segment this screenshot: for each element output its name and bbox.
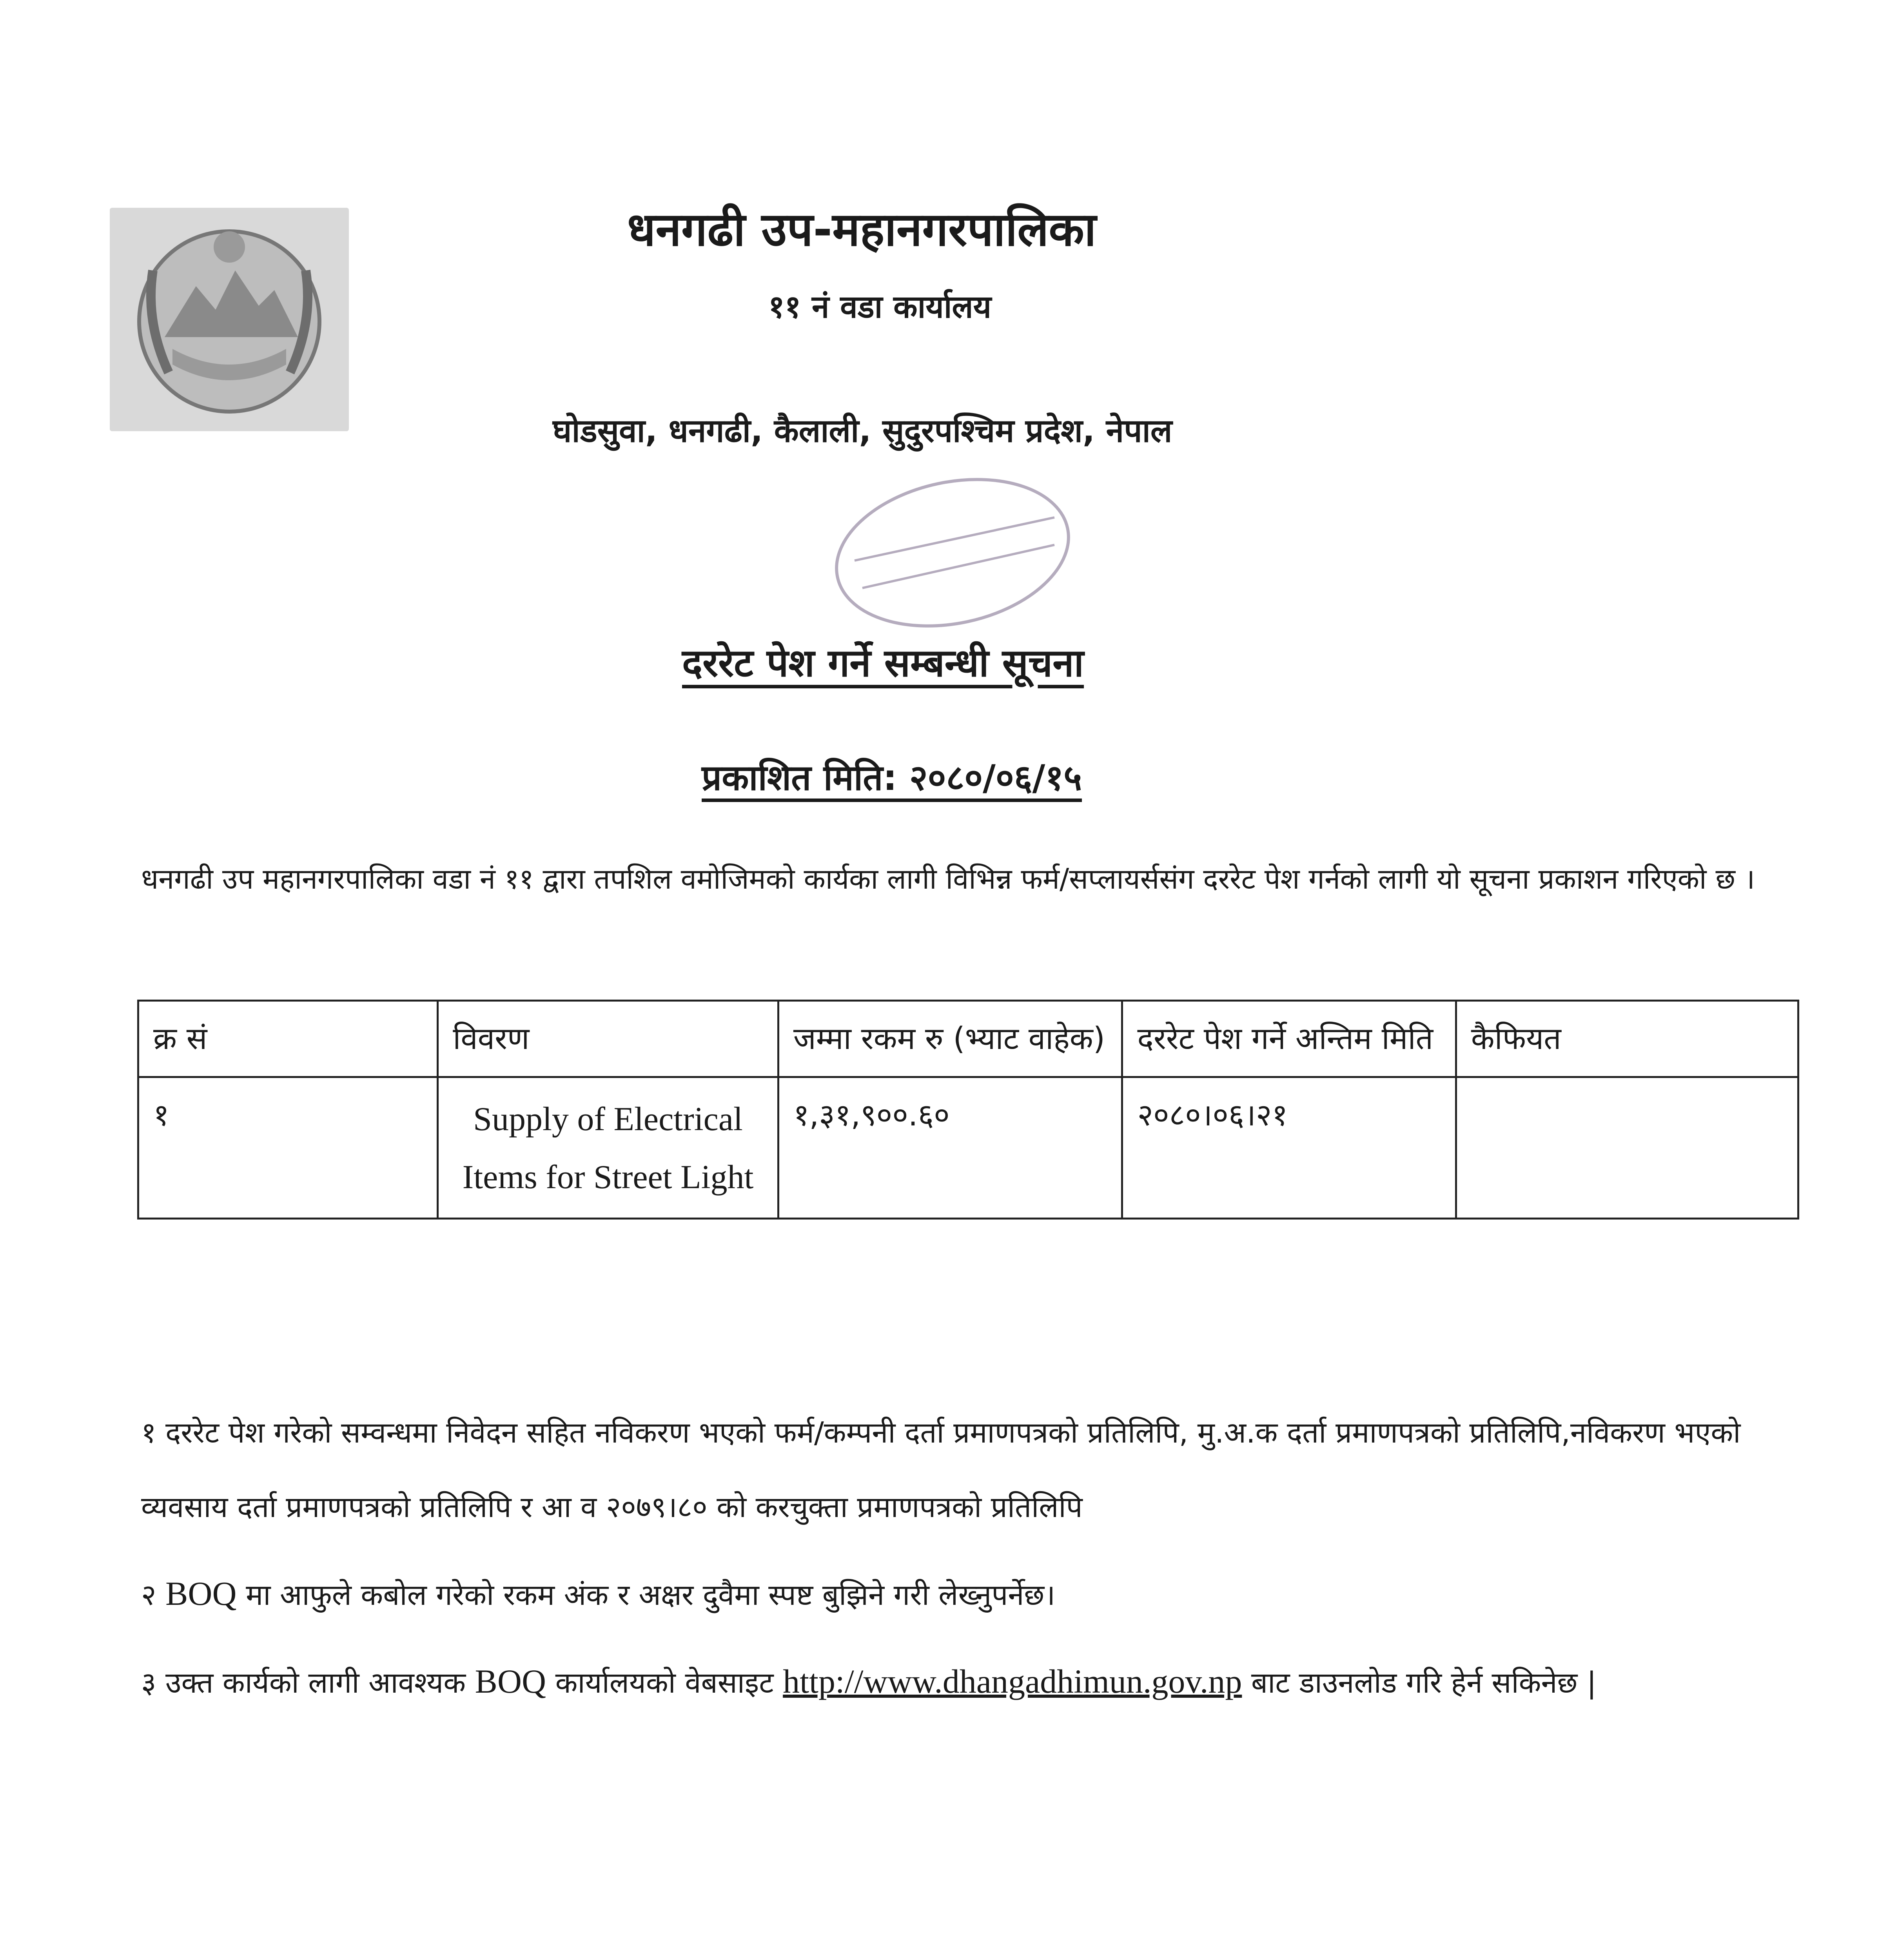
intro-paragraph: धनगढी उप महानगरपालिका वडा नं ११ द्वारा तपशिल वमोजिमको कार्यका लागी विभिन्न फर्म/सप्लायर्ससंग दररेट पेश गर्नको लागी यो सूचना प्रकाशन गरिएको छ । [141, 862, 1755, 895]
conditions-list [141, 1396, 1807, 1732]
condition-3-text: बाट डाउनलोड गरि हेर्न सकिनेछ | [1242, 1666, 1597, 1700]
condition-3-prefix: ३ उक्त कार्यको लागी आवश्यक [141, 1666, 475, 1700]
office-subtitle: ११ नं वडा कार्यालय [768, 289, 992, 325]
condition-1: १ दररेट पेश गरेको सम्वन्धमा निवेदन सहित नविकरण भएको फर्म/कम्पनी दर्ता प्रमाणपत्रको प्रतिलिपि, मु.अ.क दर्ता प्रमाणपत्रको प्रतिलिपि,नविकरण भएको व्यवसाय दर्ता प्रमाणपत्रको प्रतिलिपि र आ व २०७९।८० को करचुक्ता प्रमाणपत्रको प्रतिलिपि [141, 1416, 1741, 1524]
boq-label: BOQ [475, 1662, 546, 1700]
table-header-row [138, 1001, 1798, 1077]
office-title: धनगढी उप-महानगरपालिका [627, 202, 1096, 256]
rate-table [137, 1000, 1799, 1220]
column-header: क्र सं [138, 1001, 438, 1077]
column-header: कैफियत [1456, 1001, 1798, 1077]
table-row [138, 1077, 1798, 1219]
cell-remarks [1456, 1077, 1798, 1219]
column-header: जम्मा रकम रु (भ्याट वाहेक) [778, 1001, 1122, 1077]
emblem-icon [110, 208, 349, 431]
nepal-emblem [110, 208, 349, 431]
cell-deadline: २०८०।०६।२१ [1122, 1077, 1456, 1219]
notice-heading: दररेट पेश गर्ने सम्बन्धी सूचना [682, 641, 1084, 686]
column-header: दररेट पेश गर्ने अन्तिम मिति [1122, 1001, 1456, 1077]
stamp-icon [819, 470, 1086, 635]
cell-description: Supply of Electrical Items for Street Light [438, 1077, 778, 1219]
cell-sn: १ [138, 1077, 438, 1219]
condition-2-prefix: २ [141, 1578, 166, 1612]
boq-label: BOQ [165, 1575, 237, 1612]
condition-2-text: मा आफुले कबोल गरेको रकम अंक र अक्षर दुवैमा स्पष्ट बुझिने गरी लेख्नुपर्नेछ। [236, 1578, 1056, 1612]
cell-amount: १,३१,९००.६० [778, 1077, 1122, 1219]
office-stamp [819, 470, 1086, 635]
column-header: विवरण [438, 1001, 778, 1077]
website-link[interactable]: http://www.dhangadhimun.gov.np [783, 1662, 1242, 1700]
condition-3 [141, 1644, 1807, 1720]
published-date: प्रकाशित मिति: २०८०/०६/१५ [702, 757, 1082, 799]
condition-3-mid: कार्यालयको वेबसाइट [546, 1666, 783, 1700]
office-address: घोडसुवा, धनगढी, कैलाली, सुदुरपश्चिम प्रदेश, नेपाल [553, 412, 1172, 450]
condition-2 [141, 1556, 1807, 1632]
